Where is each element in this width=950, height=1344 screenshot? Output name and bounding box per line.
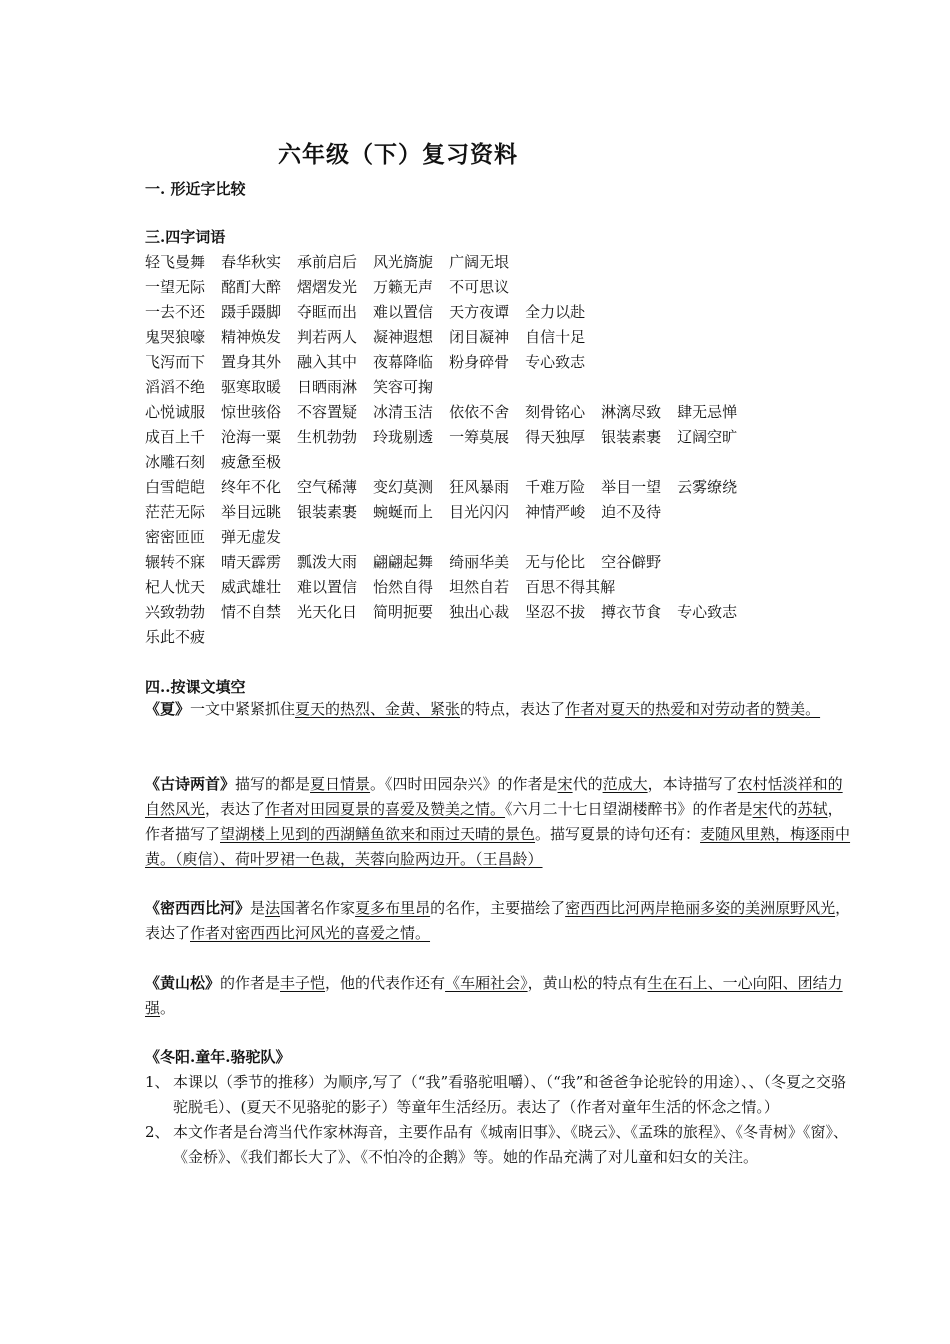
vocab-word: 春华秋实 [221, 253, 282, 271]
vocab-word: 蹑手蹑脚 [221, 303, 282, 321]
vocab-word: 白雪皑皑 [145, 478, 206, 496]
vocab-word: 情不自禁 [221, 603, 282, 621]
answer-blank: 作者对田园夏景的喜爱及赞美之情。 [265, 800, 506, 818]
vocab-row [145, 475, 865, 500]
paragraph-gushi: 《古诗两首》描写的都是夏日情景。《四时田园杂兴》的作者是宋代的范成大，本诗描写了农村恬淡祥和的自然风光，表达了作者对田园夏景的喜爱及赞美之情。《六月二十七日望湖楼醉书》的作者是宋代的苏轼，作者描写了望湖楼上见到的西湖鳝鱼欲来和雨过天晴的景色。描写夏景的诗句还有：麦随风里熟，梅逐雨中黄。（庾信）、荷叶罗裙一色裁，芙蓉向脸两边开。（王昌龄） [145, 775, 851, 868]
list-text: 本课以（季节的推移）为顺序,写了（“我”看骆驼咀嚼）、（“我”和爸爸争论驼铃的用途）、、（冬夏之交骆驼脱毛）、(夏天不见骆驼的影子）等童年生活经历。表达了（作者对童年生活的怀念之情。） [173, 1073, 846, 1116]
vocab-word: 一去不还 [145, 303, 206, 321]
vocab-word: 翩翩起舞 [373, 553, 434, 571]
vocab-word: 独出心裁 [449, 603, 510, 621]
answer-blank: 夏天的热烈、金黄、紧张 [295, 700, 461, 718]
vocab-word: 置身其外 [221, 353, 282, 371]
vocab-word: 撙衣节食 [601, 603, 662, 621]
vocab-word: 万籁无声 [373, 278, 434, 296]
vocab-word: 熠熠发光 [297, 278, 358, 296]
answer-blank: 丰子恺 [280, 974, 326, 992]
vocab-row [145, 525, 865, 550]
vocab-word: 沧海一粟 [221, 428, 282, 446]
vocab-word: 玲珑剔透 [373, 428, 434, 446]
vocab-word: 日晒雨淋 [297, 378, 358, 396]
vocab-word: 专心致志 [677, 603, 738, 621]
vocab-word: 判若两人 [297, 328, 358, 346]
answer-blank: 范成大 [602, 775, 648, 793]
vocab-word: 精神焕发 [221, 328, 282, 346]
vocab-word: 终年不化 [221, 478, 282, 496]
vocab-row [145, 575, 865, 600]
vocab-row [145, 400, 865, 425]
answer-blank: 夏多布里昂 [355, 899, 431, 917]
vocab-word: 一望无际 [145, 278, 206, 296]
lesson-title: 《黄山松》 [145, 974, 221, 992]
vocab-word: 广阔无垠 [449, 253, 510, 271]
answer-blank: 法 [265, 899, 281, 917]
vocab-row [145, 625, 865, 650]
vocab-word: 云雾缭绕 [677, 478, 738, 496]
vocab-word: 茫茫无际 [145, 503, 206, 521]
vocab-word: 兴致勃勃 [145, 603, 206, 621]
vocab-row [145, 250, 865, 275]
vocab-word: 光天化日 [297, 603, 358, 621]
vocab-word: 惊世骇俗 [221, 403, 282, 421]
vocab-row [145, 425, 865, 450]
vocab-word: 银装素裹 [297, 503, 358, 521]
vocab-word: 全力以赴 [525, 303, 586, 321]
vocab-word: 晴天霹雳 [221, 553, 282, 571]
vocab-word: 风光旖旎 [373, 253, 434, 271]
vocab-word: 刻骨铭心 [525, 403, 586, 421]
answer-blank: 作者对密西西比河风光的喜爱之情。 [190, 924, 431, 942]
vocab-word: 肆无忌惮 [677, 403, 738, 421]
vocab-word: 坦然自若 [449, 578, 510, 596]
answer-blank: 苏轼 [797, 800, 828, 818]
list-text: 本文作者是台湾当代作家林海音，主要作品有《城南旧事》、《晓云》、《孟珠的旅程》、《冬青树》《窗》、《金桥》、《我们都长大了》、《不怕冷的企鹅》等。她的作品充满了对儿童和妇女的关注。 [173, 1123, 849, 1166]
vocab-word: 鬼哭狼嚎 [145, 328, 206, 346]
vocab-word: 弹无虚发 [221, 528, 282, 546]
vocab-word: 银装素裹 [601, 428, 662, 446]
vocab-word: 威武雄壮 [221, 578, 282, 596]
answer-blank: 生在石上、一心向阳、团结力强 [145, 974, 843, 1017]
lesson-notes-list [145, 1070, 855, 1170]
vocab-word: 狂风暴雨 [449, 478, 510, 496]
vocab-row [145, 350, 865, 375]
vocab-list [145, 250, 865, 650]
vocab-word: 空谷僻野 [601, 553, 662, 571]
vocab-word: 得天独厚 [525, 428, 586, 446]
vocab-word: 夜幕降临 [373, 353, 434, 371]
vocab-word: 难以置信 [373, 303, 434, 321]
lesson-heading-dongyang: 《冬阳.童年.骆驼队》 [145, 1048, 291, 1066]
lesson-title: 《古诗两首》 [145, 775, 236, 793]
vocab-word: 冰清玉洁 [373, 403, 434, 421]
vocab-word: 天方夜谭 [449, 303, 510, 321]
vocab-word: 滔滔不绝 [145, 378, 206, 396]
vocab-word: 辗转不寐 [145, 553, 206, 571]
section-heading-4: 四..按课文填空 [145, 678, 246, 696]
vocab-row [145, 300, 865, 325]
vocab-word: 笑容可掬 [373, 378, 434, 396]
answer-blank: 《车厢社会》 [445, 974, 528, 992]
lesson-title: 《密西西比河》 [145, 899, 251, 917]
vocab-word: 轻飞曼舞 [145, 253, 206, 271]
vocab-word: 千难万险 [525, 478, 586, 496]
vocab-word: 举目远眺 [221, 503, 282, 521]
vocab-word: 淋漓尽致 [601, 403, 662, 421]
list-item [145, 1120, 855, 1170]
vocab-word: 难以置信 [297, 578, 358, 596]
paragraph-xia: 《夏》一文中紧紧抓住夏天的热烈、金黄、紧张的特点，表达了作者对夏天的热爱和对劳动者的赞美。 [145, 700, 821, 718]
vocab-word: 空气稀薄 [297, 478, 358, 496]
vocab-row [145, 550, 865, 575]
answer-blank: 农村恬淡祥和的自然风光 [145, 775, 843, 818]
vocab-word: 冰雕石刻 [145, 453, 206, 471]
vocab-word: 成百上千 [145, 428, 206, 446]
vocab-word: 坚忍不拔 [525, 603, 586, 621]
vocab-word: 百思不得其解 [525, 578, 616, 596]
vocab-word: 绮丽华美 [449, 553, 510, 571]
vocab-word: 闭目凝神 [449, 328, 510, 346]
vocab-word: 自信十足 [525, 328, 586, 346]
answer-blank: 望湖楼上见到的西湖鳝鱼欲来和雨过天晴的景色 [220, 825, 536, 843]
vocab-word: 不容置疑 [297, 403, 358, 421]
vocab-word: 乐此不疲 [145, 628, 206, 646]
vocab-word: 依依不舍 [449, 403, 510, 421]
vocab-word: 瓢泼大雨 [297, 553, 358, 571]
list-number: 2、 [145, 1123, 170, 1141]
vocab-row [145, 375, 865, 400]
answer-blank: 宋 [752, 800, 768, 818]
answer-blank: 宋 [557, 775, 573, 793]
list-item [145, 1070, 855, 1120]
vocab-row [145, 450, 865, 475]
vocab-word: 简明扼要 [373, 603, 434, 621]
vocab-word: 举目一望 [601, 478, 662, 496]
answer-blank: 麦随风里熟，梅逐雨中黄。（庾信）、荷叶罗裙一色裁，芙蓉向脸两边开。（王昌龄） [145, 825, 851, 868]
vocab-word: 一筹莫展 [449, 428, 510, 446]
vocab-word: 怡然自得 [373, 578, 434, 596]
vocab-word: 蜿蜒而上 [373, 503, 434, 521]
vocab-word: 粉身碎骨 [449, 353, 510, 371]
vocab-word: 密密匝匝 [145, 528, 206, 546]
vocab-word: 承前启后 [297, 253, 358, 271]
paragraph-huangshansong: 《黄山松》的作者是丰子恺，他的代表作还有《车厢社会》，黄山松的特点有生在石上、一心向阳、团结力强。 [145, 974, 843, 1017]
page-title: 六年级（下）复习资料 [278, 141, 518, 168]
vocab-row [145, 500, 865, 525]
vocab-word: 飞泻而下 [145, 353, 206, 371]
lesson-title: 《夏》 [145, 700, 191, 718]
list-number: 1、 [145, 1073, 170, 1091]
vocab-word: 专心致志 [525, 353, 586, 371]
vocab-word: 心悦诚服 [145, 403, 206, 421]
answer-blank: 作者对夏天的热爱和对劳动者的赞美。 [565, 700, 821, 718]
vocab-row [145, 325, 865, 350]
vocab-row [145, 600, 865, 625]
vocab-word: 凝神遐想 [373, 328, 434, 346]
vocab-word: 辽阔空旷 [677, 428, 738, 446]
vocab-word: 神情严峻 [525, 503, 586, 521]
vocab-word: 迫不及待 [601, 503, 662, 521]
vocab-word: 疲惫至极 [221, 453, 282, 471]
paragraph-mixi: 《密西西比河》是法国著名作家夏多布里昂的名作，主要描绘了密西西比河两岸艳丽多姿的美洲原野风光，表达了作者对密西西比河风光的喜爱之情。 [145, 899, 851, 942]
vocab-word: 生机勃勃 [297, 428, 358, 446]
vocab-word: 杞人忧天 [145, 578, 206, 596]
section-heading-3: 三.四字词语 [145, 228, 226, 246]
vocab-word: 不可思议 [449, 278, 510, 296]
vocab-row [145, 275, 865, 300]
vocab-word: 目光闪闪 [449, 503, 510, 521]
vocab-word: 酩酊大醉 [221, 278, 282, 296]
vocab-word: 融入其中 [297, 353, 358, 371]
vocab-word: 变幻莫测 [373, 478, 434, 496]
vocab-word: 无与伦比 [525, 553, 586, 571]
vocab-word: 夺眶而出 [297, 303, 358, 321]
answer-blank: 夏日情景 [310, 775, 371, 793]
section-heading-1: 一. 形近字比较 [145, 180, 246, 198]
answer-blank: 密西西比河两岸艳丽多姿的美洲原野风光 [565, 899, 836, 917]
vocab-word: 驱寒取暖 [221, 378, 282, 396]
